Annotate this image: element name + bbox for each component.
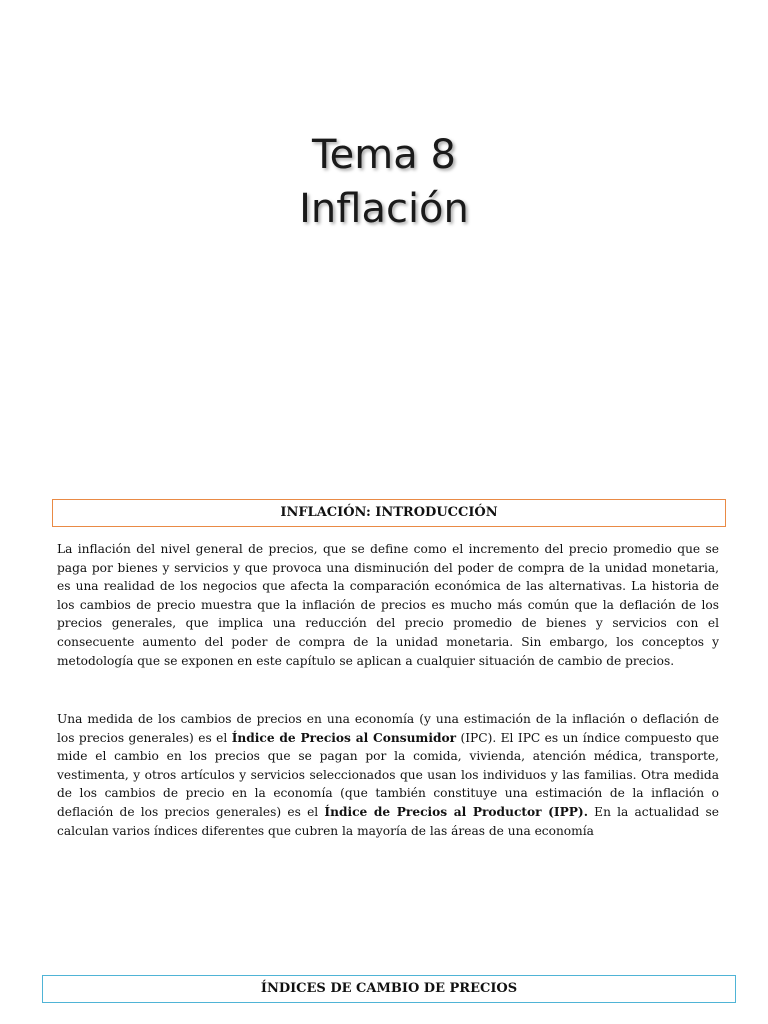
paragraph2-bold-ipp: Índice de Precios al Productor (IPP).	[324, 804, 588, 819]
paragraph2-part2: (IPC). El IPC es un índice compuesto que mide el cambio en los precios que se pagan por la comida, vivienda, atención médica, transporte, vestimenta, y otros artículos y servicios seleccionados que usan los individuos y las familias. Otra medida de los cambios de precio en la economía (que también constituye una estimación de la inflación o deflación de los precios generales) es el	[57, 730, 720, 819]
intro-paragraph: La inflación del nivel general de precios, que se define como el incremento del precio promedio que se paga por bienes y servicios y que provoca una disminución del poder de compra de la unidad monetaria, es una realidad de los negocios que afecta la comparación económica de las alternativas. La historia de los cambios de precio muestra que la inflación de precios es mucho más común que la deflación de los precios generales, que implica una reducción del precio promedio de bienes y servicios con el consecuente aumento del poder de compra de la unidad monetaria. Sin embargo, los conceptos y metodología que se exponen en este capítulo se aplican a cualquier situación de cambio de precios.	[57, 542, 719, 668]
paragraph2-bold-ipc: Índice de Precios al Consumidor	[231, 730, 457, 745]
section-heading-intro-label: INFLACIÓN: INTRODUCCIÓN	[280, 505, 498, 520]
paragraph2-part1: Una medida de los cambios de precios en una economía (y una estimación de la inflación o deflación de los precios generales) es el	[57, 712, 719, 745]
page-title	[0, 128, 768, 236]
section-heading-intro	[52, 499, 726, 527]
title-line-inflacion: Inflación	[299, 186, 469, 232]
paragraph2-part3: En la actualidad se calculan varios índices diferentes que cubren la mayoría de las áreas de una economía	[57, 804, 719, 838]
title-line-tema: Tema 8	[312, 132, 456, 178]
section-heading-indices-label: ÍNDICES DE CAMBIO DE PRECIOS	[260, 981, 518, 996]
indices-paragraph	[57, 710, 719, 840]
section-heading-indices	[42, 975, 736, 1003]
